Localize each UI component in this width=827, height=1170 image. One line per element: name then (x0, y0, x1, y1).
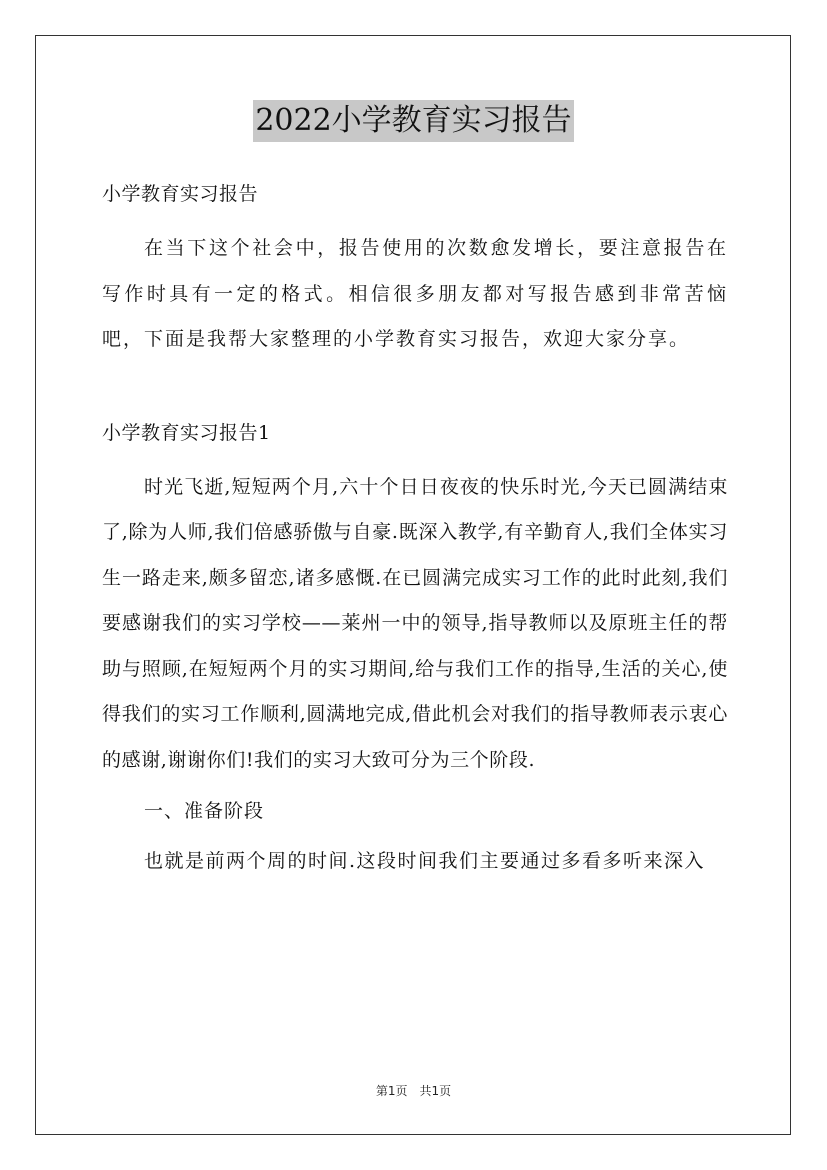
document-body (102, 172, 728, 885)
body-paragraph: 时光飞逝,短短两个月,六十个日日夜夜的快乐时光,今天已圆满结束了,除为人师,我们倍感骄傲与自豪.既深入教学,有辛勤育人,我们全体实习生一路走来,颇多留恋,诸多感慨.在已圆满完成实习工作的此时此刻,我们要感谢我们的实习学校——莱州一中的领导,指导教师以及原班主任的帮助与照顾,在短短两个月的实习期间,给与我们工作的指导,生活的关心,使得我们的实习工作顺利,圆满地完成,借此机会对我们的指导教师表示衷心的感谢,谢谢你们!我们的实习大致可分为三个阶段. (102, 475, 728, 771)
page-number: 第1页 共1页 (375, 1084, 452, 1098)
document-subtitle: 小学教育实习报告 (102, 183, 259, 205)
stage-heading: 一、准备阶段 (144, 800, 265, 822)
stage-paragraph: 也就是前两个周的时间.这段时间我们主要通过多看多听来深入 (144, 850, 706, 872)
title-container (0, 100, 827, 142)
page-footer (0, 1082, 827, 1099)
spacer (102, 363, 728, 411)
intro-paragraph: 在当下这个社会中，报告使用的次数愈发增长，要注意报告在写作时具有一定的格式。相信很多朋友都对写报告感到非常苦恼吧，下面是我帮大家整理的小学教育实习报告，欢迎大家分享。 (102, 237, 728, 350)
section-title: 小学教育实习报告1 (102, 421, 271, 444)
document-title: 2022小学教育实习报告 (253, 100, 573, 142)
